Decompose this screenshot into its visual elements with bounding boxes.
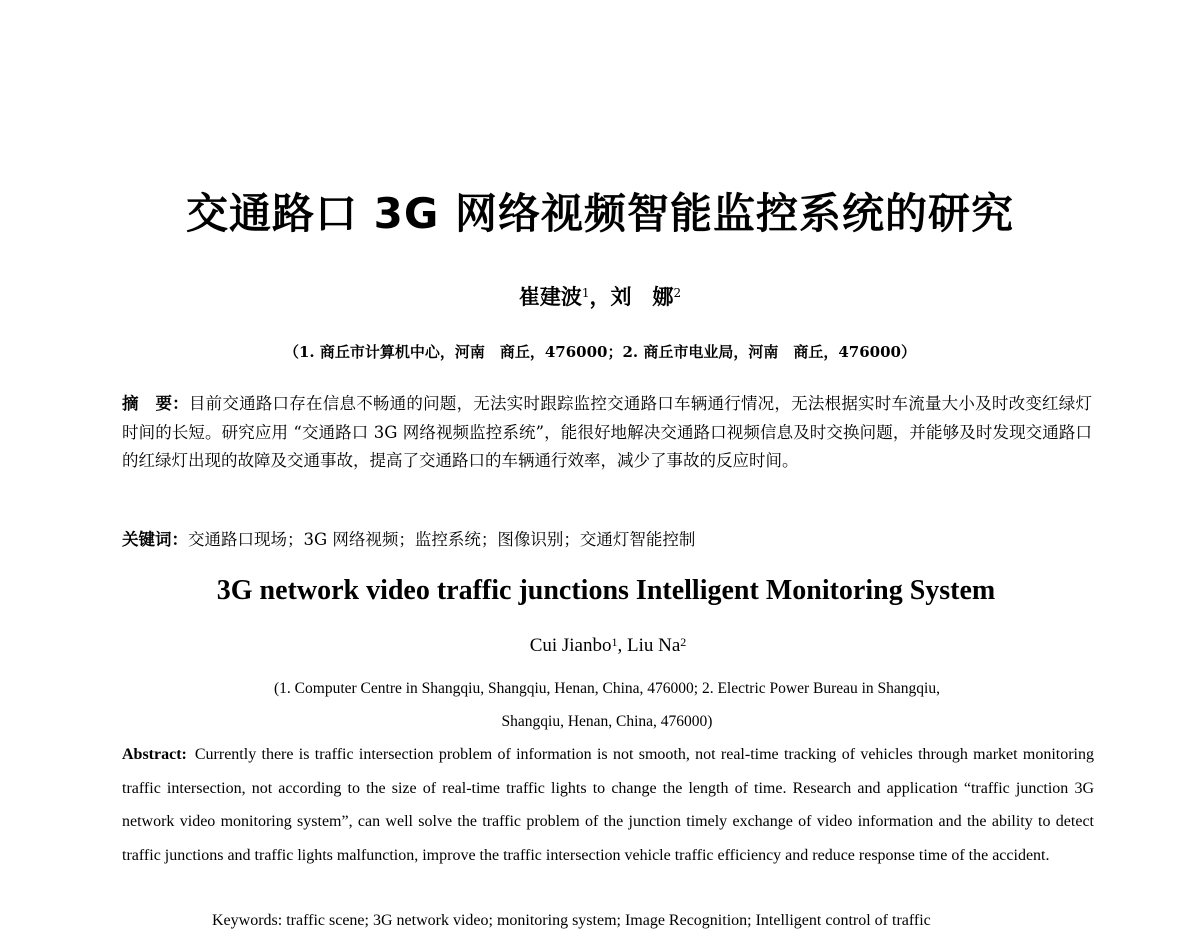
affiliation-cn: （1. 商丘市计算机中心，河南 商丘，476000；2. 商丘市电业局，河南 商丘，476000）	[283, 343, 916, 361]
affiliation-mark: 2	[673, 286, 682, 300]
affiliation-mark: 2	[680, 635, 687, 649]
affiliation-en	[0, 672, 1200, 738]
affiliation-en-line: Shangqiu, Henan, China, 476000)	[501, 713, 713, 730]
author-line-cn	[0, 282, 1200, 312]
affiliation-en-line: (1. Computer Centre in Shangqiu, Shangqiu, Henan, China, 476000; 2. Electric Power Bureau in Shangqiu,	[274, 680, 940, 697]
author-separator: ，	[589, 284, 611, 309]
abstract-en-label: Abstract:	[122, 746, 187, 763]
keywords-cn-text: 交通路口现场；3G 网络视频；监控系统；图像识别；交通灯智能控制	[188, 530, 696, 549]
author-name: 刘 娜	[610, 284, 674, 309]
abstract-en	[122, 738, 1094, 872]
keywords-cn	[122, 526, 1092, 554]
abstract-cn-text: 目前交通路口存在信息不畅通的问题，无法实时跟踪监控交通路口车辆通行情况，无法根据实时车流量大小及时改变红绿灯时间的长短。研究应用 “交通路口 3G 网络视频监控系统”，能很好地解决交通路口视频信息及时交换问题，并能够及时发现交通路口的红绿灯出现的故障及交通事故，提高了交通路口的车辆通行效率，减少了事故的反应时间。	[122, 394, 1093, 470]
keywords-en-cut-line: Keywords: traffic scene; 3G network video; monitoring system; Image Recognition; Intelligent control of traffic	[212, 912, 931, 929]
abstract-cn	[122, 390, 1092, 476]
author-line-en	[0, 632, 1200, 660]
keywords-cn-label: 关键词：	[122, 530, 188, 549]
author-name: Cui Jianbo	[529, 635, 612, 656]
affiliation-mark: 1	[581, 286, 590, 300]
paper-title-en: 3G network video traffic junctions Intelligent Monitoring System	[216, 575, 996, 606]
author-separator: ,	[617, 635, 627, 656]
abstract-en-text: Currently there is traffic intersection problem of information is not smooth, not real-time tracking of vehicles through market monitoring traffic intersection, not according to the size of real-time traffic lights to change the length of time. Research and application “traffic junction 3G network video monitoring system”, can well solve the traffic problem of the junction timely exchange of video information and the ability to detect traffic junctions and traffic lights malfunction, improve the traffic intersection vehicle traffic efficiency and reduce response time of the accident.	[122, 746, 1094, 864]
paper-title-cn: 交通路口 3G 网络视频智能监控系统的研究	[186, 189, 1014, 238]
author-name: Liu Na	[627, 635, 681, 656]
affiliation-mark: 1	[611, 635, 618, 649]
author-name: 崔建波	[518, 284, 582, 309]
abstract-cn-label: 摘 要：	[122, 394, 189, 413]
